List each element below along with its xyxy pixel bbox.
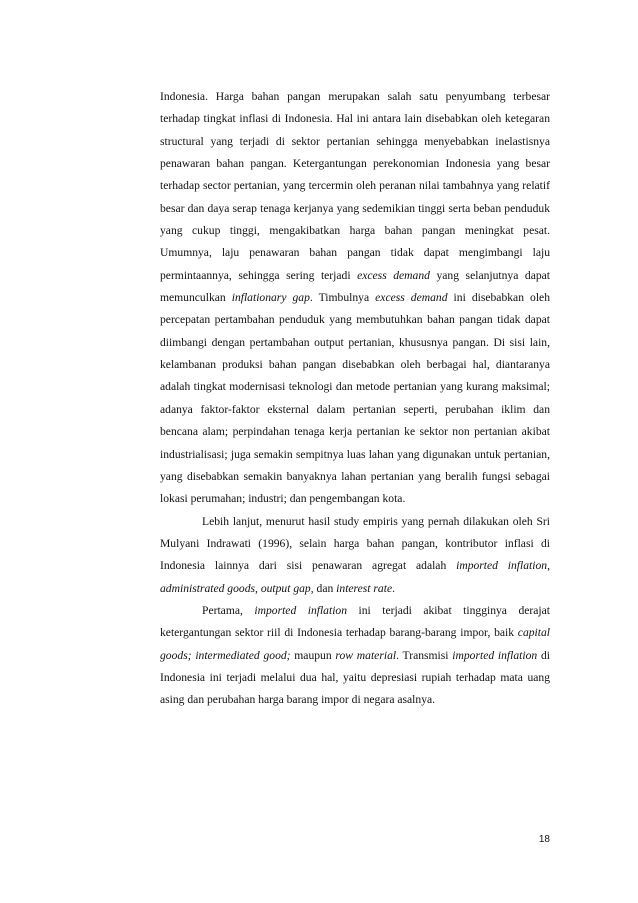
italic-term: administrated goods bbox=[160, 581, 256, 595]
text-run: , dan bbox=[310, 581, 337, 595]
text-run: di Indonesia ini terjadi melalui dua hal, yaitu depresiasi rupiah terhadap mata uang asing dan perubahan harga barang impor di negara asalnya. bbox=[160, 648, 550, 707]
text-run: . bbox=[392, 581, 395, 595]
italic-term: excess demand bbox=[375, 291, 448, 305]
text-run: Indonesia. Harga bahan pangan merupakan salah satu penyumbang terbesar terhadap tingkat inflasi di Indonesia. Hal ini antara lain disebabkan oleh ketegaran structural yang terjadi di sektor pertanian sehingga menyebabkan inelastisnya penawaran bahan pangan. Ketergantungan perekonomian Indonesia yang besar terhadap sector pertanian, yang tercermin oleh peranan nilai tambahnya yang relatif besar dan daya serap tenaga kerjanya yang sedemikian tinggi serta beban penduduk yang cukup tinggi, mengakibatkan harga bahan pangan meningkat pesat. Umumnya, laju penawaran bahan pangan tidak dapat mengimbangi laju permintaannya, sehingga sering terjadi bbox=[160, 90, 550, 282]
text-run: ini disebabkan oleh percepatan pertambahan penduduk yang membutuhkan bahan pangan tidak dapat diimbangi dengan pertambahan output pertanian, khususnya pangan. Di sisi lain, kelambanan produksi bahan pangan disebabkan oleh berbagai hal, diantaranya adalah tingkat modernisasi teknologi dan metode pertanian yang kurang maksimal; adanya faktor-faktor eksternal dalam pertanian seperti, perubahan iklim dan bencana alam; perpindahan tenaga kerja pertanian ke sektor non pertanian akibat industrialisasi; juga semakin sempitnya luas lahan yang digunakan untuk pertanian, yang disebabkan semakin banyaknya lahan pertanian yang beralih fungsi sebagai lokasi perumahan; industri; dan pengembangan kota. bbox=[160, 291, 550, 506]
text-run: maupun bbox=[290, 648, 336, 662]
italic-term: output gap bbox=[260, 581, 311, 595]
page-number: 18 bbox=[538, 834, 550, 845]
text-run: , bbox=[547, 559, 550, 573]
italic-term: imported inflation bbox=[452, 648, 538, 662]
paragraph bbox=[160, 86, 550, 511]
italic-term: capital goods; intermediated good; bbox=[160, 626, 550, 662]
text-run: , bbox=[255, 581, 261, 595]
italic-term: imported inflation bbox=[254, 603, 348, 617]
italic-term: imported inflation bbox=[456, 559, 548, 573]
text-run: ini terjadi akibat tingginya derajat ketergantungan sektor riil di Indonesia terhadap barang-barang impor, baik bbox=[160, 603, 550, 640]
paragraph bbox=[160, 511, 550, 600]
body-text bbox=[160, 86, 550, 712]
italic-term: excess demand bbox=[357, 268, 430, 282]
text-run: Lebih lanjut, menurut hasil study empiris yang pernah dilakukan oleh Sri Mulyani Indrawati (1996), selain harga bahan pangan, kontributor inflasi di Indonesia lainnya dari sisi penawaran agregat adalah bbox=[160, 514, 550, 573]
text-run: . Timbulnya bbox=[309, 291, 376, 305]
text-run: yang selanjutnya dapat memunculkan bbox=[160, 268, 551, 305]
italic-term: inflationary gap bbox=[231, 291, 310, 305]
text-run: Pertama, bbox=[202, 603, 255, 617]
italic-term: row material bbox=[335, 648, 397, 662]
paragraph bbox=[160, 600, 550, 712]
italic-term: interest rate bbox=[336, 581, 393, 595]
text-run: . Transmisi bbox=[396, 648, 453, 662]
